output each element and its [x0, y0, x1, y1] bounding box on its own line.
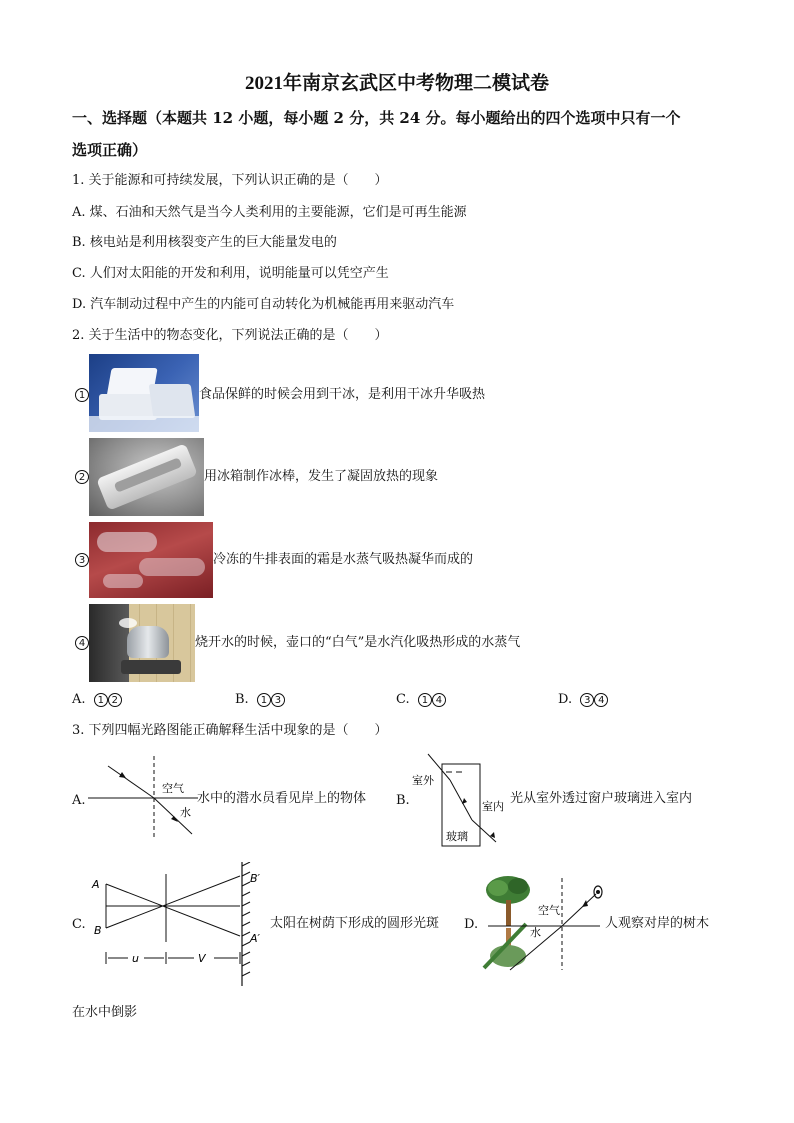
- q2-choice-c-letter: C.: [396, 692, 410, 707]
- diagram-c-hatch-6: [242, 912, 250, 916]
- diagram-d-ray-air: [562, 894, 596, 926]
- diagram-c-hatch-7: [242, 922, 250, 926]
- q2-choice-d-num-1: 3: [580, 693, 594, 707]
- diagram-a-ray-air: [108, 766, 154, 798]
- q2-choice-d-letter: D.: [558, 692, 573, 707]
- kettle-photo: [89, 604, 195, 682]
- q1-option-a: A. 煤、石油和天然气是当今人类利用的主要能源，它们是可再生能源: [72, 205, 467, 220]
- q2-choice-a-letter: A.: [72, 692, 86, 707]
- q2-stem: 2. 关于生活中的物态变化，下列说法正确的是（ ）: [72, 328, 388, 343]
- diagram-b: [410, 750, 510, 850]
- q3-a-text: 水中的潜水员看见岸上的物体: [197, 791, 367, 806]
- eye-pupil-icon: [596, 890, 600, 894]
- diagram-b-ray-out: [472, 820, 496, 842]
- section-header: [72, 102, 722, 166]
- diagram-c-hatch-5: [242, 902, 250, 906]
- q2-choice-a-num-1: 1: [94, 693, 108, 707]
- q3-b-text: 光从室外透过窗户玻璃进入室内: [510, 791, 693, 806]
- diagram-c-label-a2: A′: [250, 932, 261, 945]
- q1-option-b: B. 核电站是利用核裂变产生的巨大能量发电的: [72, 235, 337, 250]
- diagram-b-glass-label: 玻璃: [446, 830, 468, 843]
- dry-ice-photo: [89, 354, 199, 432]
- q2-choice-c: [396, 691, 446, 709]
- diagram-d-tree-leaves-1: [488, 880, 508, 896]
- q2-choice-a-num-2: 2: [108, 693, 122, 707]
- diagram-d: [480, 872, 604, 976]
- diagram-d-arrow: [582, 900, 588, 907]
- diagram-a-arrow-1: [119, 772, 126, 778]
- q2-item-2-text: 用冰箱制作冰棒，发生了凝固放热的现象: [204, 469, 439, 484]
- diagram-c-label-b: B: [94, 924, 102, 937]
- q3-d-text: 人观察对岸的树木: [605, 916, 710, 931]
- diagram-c-hatch-1: [242, 862, 250, 866]
- diagram-b-outside-label: 室外: [412, 774, 434, 787]
- diagram-c-hatch-2: [242, 872, 250, 876]
- q2-item-3-text: 冷冻的牛排表面的霜是水蒸气吸热凝华而成的: [213, 552, 474, 567]
- q2-choice-b-letter: B.: [235, 692, 249, 707]
- q1-option-d: D. 汽车制动过程中产生的内能可自动转化为机械能再用来驱动汽车: [72, 297, 455, 312]
- q3-stem: 3. 下列四幅光路图能正确解释生活中现象的是（ ）: [72, 723, 388, 738]
- q2-choice-c-num-2: 4: [432, 693, 446, 707]
- diagram-c-hatch-12: [242, 972, 250, 976]
- page-title: 2021年南京玄武区中考物理二模试卷: [244, 73, 549, 94]
- diagram-c-hatch-3: [242, 882, 250, 886]
- diagram-a: [88, 752, 200, 840]
- q2-item-4-text: 烧开水的时候，壶口的“白气”是水汽化吸热形成的水蒸气: [195, 635, 521, 650]
- q2-item-2-number: 2: [75, 470, 89, 484]
- diagram-a-arrow-2: [171, 816, 178, 822]
- diagram-b-inside-label: 室内: [482, 800, 504, 813]
- q3-a-letter: A.: [72, 793, 86, 808]
- q3-c-letter: C.: [72, 917, 86, 932]
- q1-option-c: C. 人们对太阳能的开发和利用，说明能量可以凭空产生: [72, 266, 389, 281]
- q2-item-1-number: 1: [75, 388, 89, 402]
- q2-choice-a: [72, 691, 122, 709]
- q3-d-letter: D.: [464, 917, 479, 932]
- q2-choice-b-num-1: 1: [257, 693, 271, 707]
- frozen-steak-photo: [89, 522, 213, 598]
- section-line-2: 选项正确）: [72, 141, 148, 159]
- diagram-d-tree-trunk: [506, 900, 511, 926]
- diagram-c-hatch-9: [242, 942, 250, 946]
- q1-stem: 1. 关于能源和可持续发展，下列认识正确的是（ ）: [72, 173, 388, 188]
- q3-b-letter: B.: [396, 793, 410, 808]
- diagram-b-arrow-1: [462, 798, 467, 804]
- diagram-c-label-b2: B′: [250, 872, 261, 885]
- q2-item-4-number: 4: [75, 636, 89, 650]
- ice-bar-photo: [89, 438, 204, 516]
- diagram-d-air-label: 空气: [538, 904, 560, 917]
- q2-item-3-number: 3: [75, 553, 89, 567]
- diagram-c-label-a: A: [92, 878, 100, 891]
- diagram-c-label-v: V: [198, 952, 206, 965]
- diagram-c-hatch-11: [242, 962, 250, 966]
- q3-tail-text: 在水中倒影: [72, 1005, 138, 1020]
- diagram-c-hatch-10: [242, 952, 250, 956]
- q2-choice-b: [235, 691, 285, 709]
- diagram-c-ray-2: [106, 876, 240, 928]
- q3-c-text: 太阳在树荫下形成的圆形光斑: [270, 916, 440, 931]
- q2-item-1-text: 食品保鲜的时候会用到干冰，是利用干冰升华吸热: [199, 387, 486, 402]
- q2-choice-d: [558, 691, 608, 709]
- diagram-b-ray-glass: [450, 780, 472, 820]
- diagram-a-air-label: 空气: [162, 782, 184, 795]
- diagram-c-label-u: u: [132, 952, 139, 965]
- section-line-1: 一、选择题（本题共 12 小题，每小题 2 分，共 24 分。每小题给出的四个选项中只有一个: [72, 109, 681, 127]
- diagram-c: [90, 862, 262, 986]
- q2-choice-c-num-1: 1: [418, 693, 432, 707]
- diagram-c-hatch-4: [242, 892, 250, 896]
- diagram-a-water-label: 水: [180, 806, 191, 819]
- q2-choice-d-num-2: 4: [594, 693, 608, 707]
- diagram-d-tree-leaves-2: [508, 878, 528, 894]
- diagram-c-ray-1: [106, 884, 240, 936]
- q2-choice-b-num-2: 3: [271, 693, 285, 707]
- diagram-c-hatch-8: [242, 932, 250, 936]
- diagram-d-water-label: 水: [530, 926, 541, 939]
